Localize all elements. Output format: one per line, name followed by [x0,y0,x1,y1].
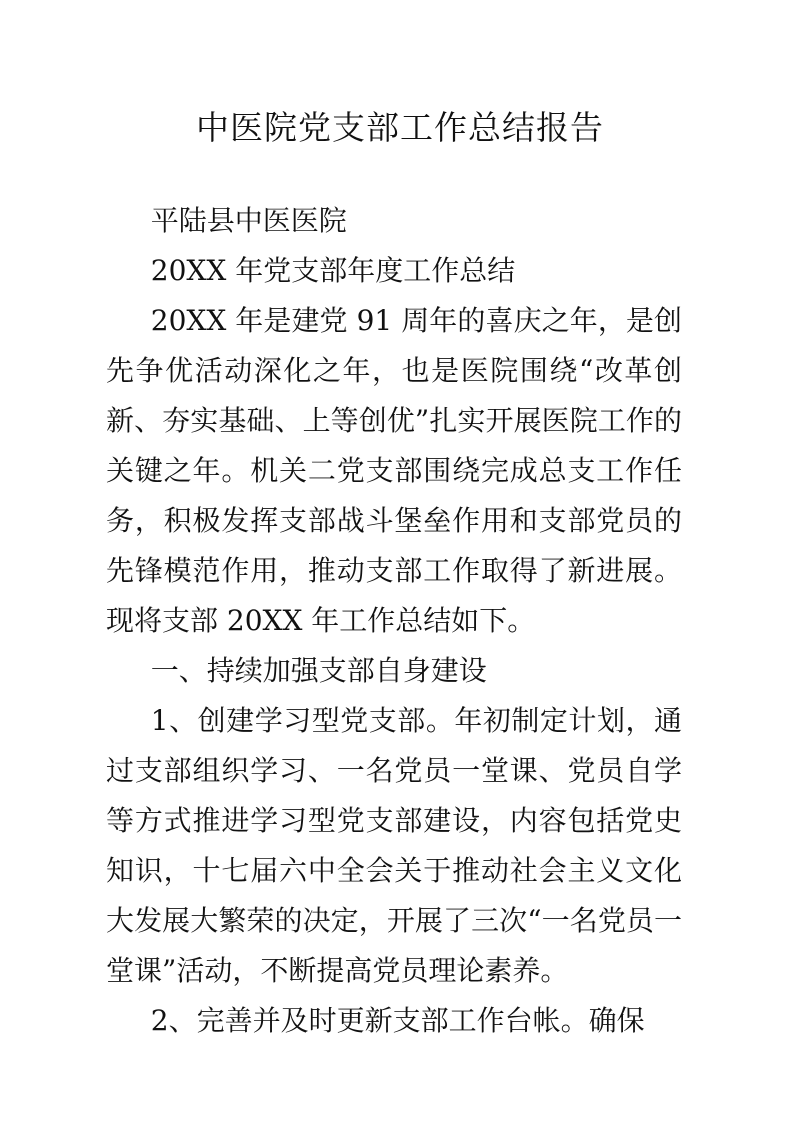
item-paragraph-2: 2、完善并及时更新支部工作台帐。确保 [150,1004,645,1037]
document-body [106,196,682,1046]
intro-paragraph: 20XX 年是建党 91 周年的喜庆之年，是创先争优活动深化之年，也是医院围绕“改革创新、夯实基础、上等创优”扎实开展医院工作的关键之年。机关二党支部围绕完成总支工作任务，积极发挥支部战斗堡垒作用和支部党员的先锋模范作用，推动支部工作取得了新进展。现将支部 20XX 年工作总结如下。 [106,304,682,637]
item-paragraph-1: 1、创建学习型党支部。年初制定计划，通过支部组织学习、一名党员一堂课、党员自学等方式推进学习型党支部建设，内容包括党史知识，十七届六中全会关于推动社会主义文化大发展大繁荣的决定，开展了三次“一名党员一堂课”活动，不断提高党员理论素养。 [106,704,682,987]
hospital-name-line: 平陆县中医医院 [150,204,347,237]
section-heading-1: 一、持续加强支部自身建设 [150,654,487,687]
document-title: 中医院党支部工作总结报告 [196,108,604,147]
report-subtitle-line: 20XX 年党支部年度工作总结 [150,254,516,287]
